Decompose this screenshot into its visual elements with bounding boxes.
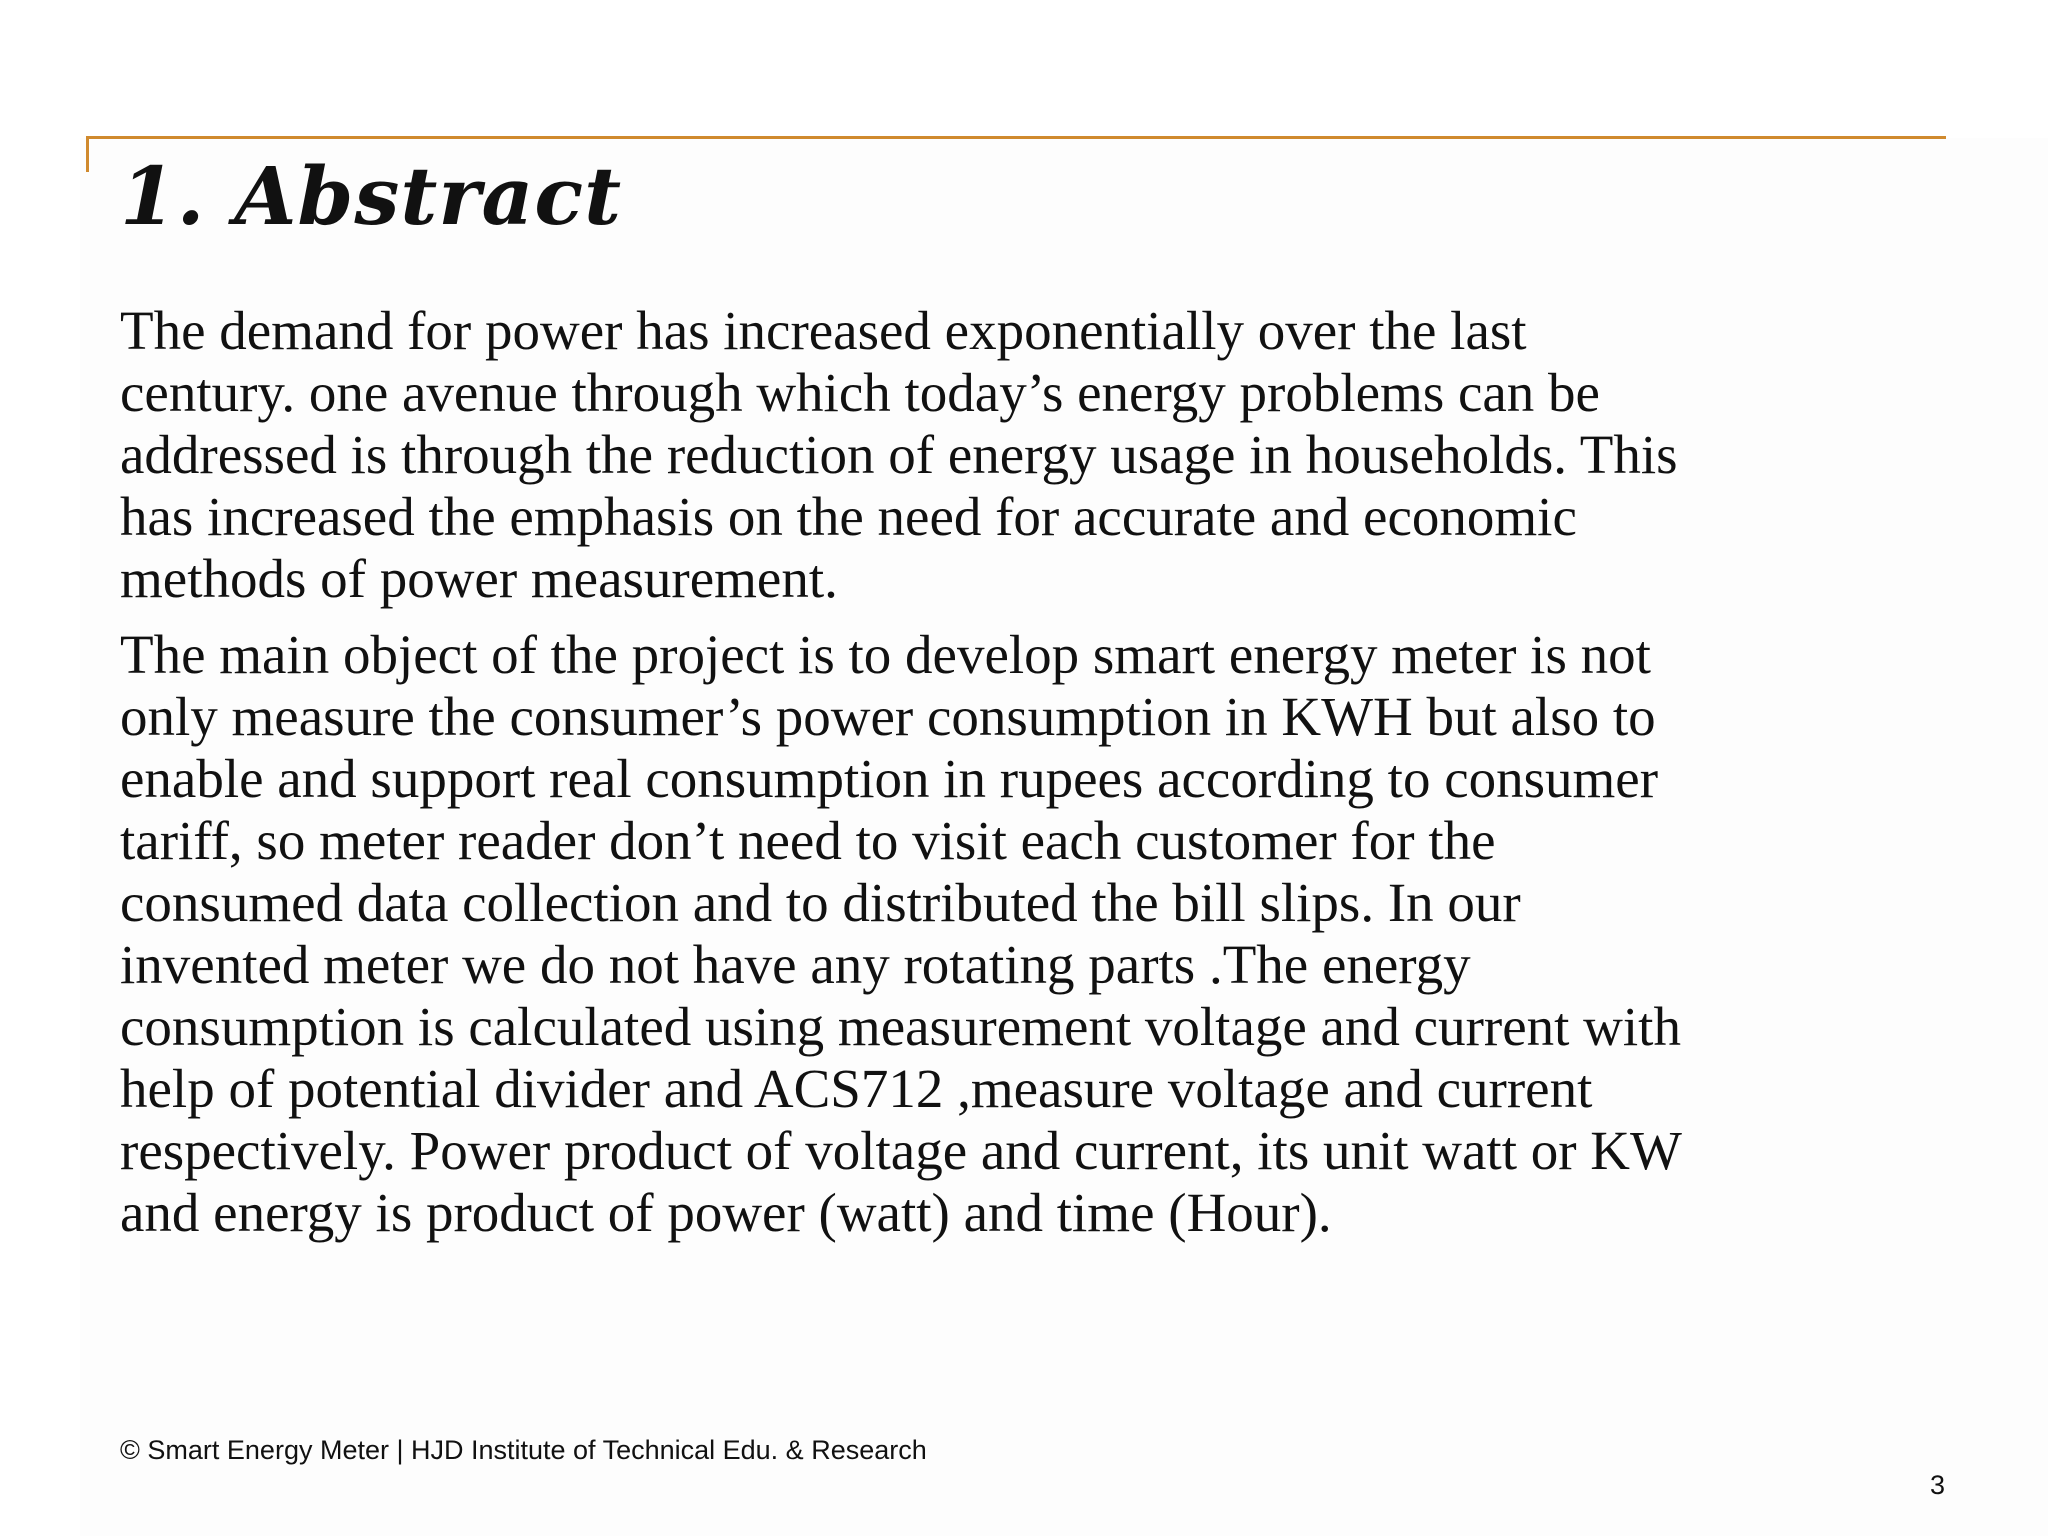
abstract-paragraph-1: The demand for power has increased exponentially over the last century. one avenue through which today’s energy problems can be addressed is through the reduction of energy usage in households. This has increased the emphasis on the need for accurate and economic methods of power measurement. [120, 300, 1678, 609]
slide-title: 1. Abstract [120, 149, 623, 243]
slide-footer: © Smart Energy Meter | HJD Institute of Technical Edu. & Research [120, 1435, 927, 1465]
title-accent-rule [86, 136, 1946, 139]
abstract-paragraph-2: The main object of the project is to develop smart energy meter is not only measure the consumer’s power consumption in KWH but also to enable and support real consumption in rupees according to consumer tariff, so meter reader don’t need to visit each customer for the consumed data collection and to distributed the bill slips. In our invented meter we do not have any rotating parts .The energy consumption is calculated using measurement voltage and current with help of potential divider and ACS712 ,measure voltage and current respectively. Power product of voltage and current, its unit watt or KW and energy is product of power (watt) and time (Hour). [120, 624, 1682, 1243]
page-number: 3 [1929, 1470, 1945, 1500]
title-accent-corner [86, 136, 89, 172]
abstract-body [120, 300, 1950, 1258]
